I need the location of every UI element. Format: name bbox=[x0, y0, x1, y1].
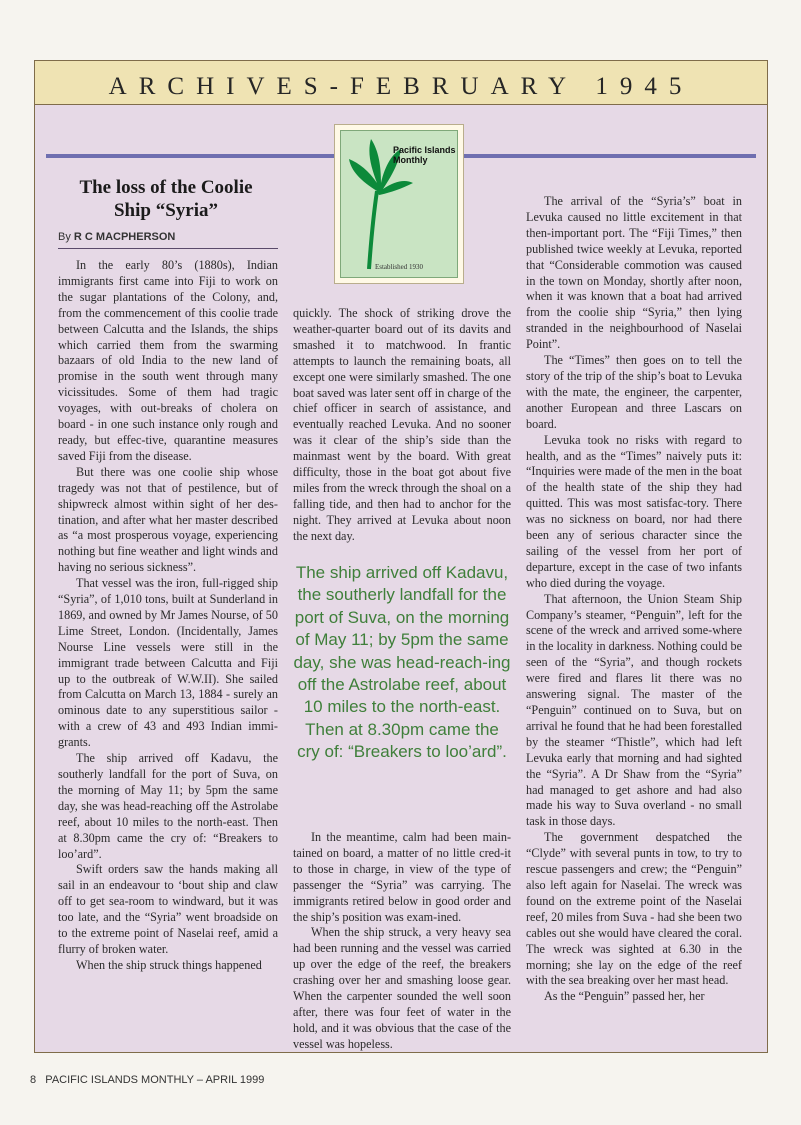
column-rule-left bbox=[46, 154, 334, 158]
column-1 bbox=[58, 258, 278, 974]
article-title: The loss of the Coolie Ship “Syria” bbox=[79, 177, 253, 221]
paragraph: As the “Penguin” passed her, her bbox=[544, 989, 705, 1004]
paragraph: That afternoon, the Union Steam Ship Company’s steamer, “Penguin”, left for the scene of the wreck and arrived some-where in the locality in darkness. Nothing could be seen of the “Syria”, and though rockets were fired and flares lit there was no answering signal. The master of the “Penguin” continued on to Suva, but on arrival he found that he had been forestalled by the steamer “Thistle”, which had left Levuka early that morning and had sighted the “Syria”. A Dr Shaw from the “Syria” had managed to get ashore and had also made his way to Suva overland - no small task in those days. bbox=[526, 591, 742, 829]
pull-quote: The ship arrived off Kadavu, the southerly landfall for the port of Suva, on the morning of May 11; by 5pm the same day, she was head-reach-ing off the Astrolabe reef, about 10 miles to the north-east. Then at 8.30pm came the cry of: “Breakers to loo’ard”. bbox=[293, 563, 511, 762]
paragraph: The “Times” then goes on to tell the story of the trip of the ship’s boat to Levuka with the mate, the engineer, the carpenter, another European and three Lascars on board. bbox=[526, 353, 742, 431]
magazine-logo bbox=[334, 124, 464, 284]
header-band bbox=[35, 61, 767, 105]
paragraph: Levuka took no risks with regard to health, and as the “Times” naively puts it: “Inquiries were made of the men in the boat of the health state of the ship they had quitted. This was most satisfac-tory. There was no sickness on board, nor had there been any of serious character since the sailing of the vessel from her port of departure, except in the case of two infants who died during the voyage. bbox=[526, 432, 742, 590]
column-2-top bbox=[293, 306, 511, 545]
paragraph: The government despatched the “Clyde” with several punts in tow, to try to rescue passengers and crew; the “Penguin” also left again for Naselai. The wreck was found on the extreme point of the Naselai reef, 20 miles from Suva - had she been two cables out she would have cleared the coral. The wreck was sighted at 6.30 in the morning; she lay on the edge of the reef with the sea breaking over her mast head. bbox=[526, 830, 742, 988]
byline: By R C MACPHERSON bbox=[58, 231, 176, 243]
paragraph: The ship arrived off Kadavu, the southerly landfall for the port of Suva, on the morning of May 11; by 5pm the same day, she was head-reaching off the Astrolabe reef, about 10 miles to the north-east. Then at 8.30pm came the cry of: “Breakers to loo’ard”. bbox=[58, 751, 278, 861]
logo-title: Pacific Islands Monthly bbox=[393, 145, 456, 165]
paragraph: When the ship struck things happened bbox=[76, 957, 262, 972]
page-footer bbox=[30, 1074, 264, 1086]
paragraph: The arrival of the “Syria’s” boat in Levuka caused no little excitement in that then-important port. The “Fiji Times,” then published twice weekly at Levuka, reported that “Considerable commotion was caused in the town on Monday, shortly after noon, when it was known that a boat had arrived from the coolie ship “Syria,” then lying stranded in the neighbourhood of Naselai Point”. bbox=[526, 194, 742, 352]
paragraph: But there was one coolie ship whose tragedy was not that of pestilence, but of shipwreck almost within sight of her des-tination, and after what her master described as “a most prosperous voyage, experiencing nothing but fine weather and light winds and having no serious sickness”. bbox=[58, 464, 278, 575]
page-number: 8 bbox=[30, 1074, 37, 1086]
column-3 bbox=[526, 194, 742, 1005]
logo-panel bbox=[340, 130, 458, 278]
author-name: R C MACPHERSON bbox=[73, 231, 176, 243]
publication-name: PACIFIC ISLANDS MONTHLY – APRIL 1999 bbox=[45, 1074, 265, 1086]
paragraph: When the ship struck, a very heavy sea had been running and the vessel was carried up over the edge of the reef, the breakers crashing over her and smashing loose gear. When the carpenter sounded the well soon after, there was four feet of water in the hold, and it was obvious that the case of the vessel was hopeless. bbox=[293, 925, 511, 1051]
paragraph: That vessel was the iron, full-rigged ship “Syria”, of 1,010 tons, built at Sunderland in 1869, and owned by Mr James Nourse, of 50 Lime Street, London. (Incidentally, James Nourse Line vessels were still in the immigrant trade between Calcutta and Fiji up to the outbreak of W.W.II). She sailed from Calcutta on March 13, 1884 - surely an ominous date to any superstitious sailor - with a crew of 43 and 493 Indian immi-grants. bbox=[58, 576, 278, 750]
paragraph: quickly. The shock of striking drove the weather-quarter board out of its davits and smashed it to matchwood. In frantic attempts to launch the remaining boats, all except one were similarly smashed. The one boat saved was later sent off in charge of the chief officer in search of assistance, and eventually reached Levuka. And no sooner was it clear of the ship’s side than the mainmast went by the board. With great difficulty, those in the boat got about five miles from the wreck through the shoal on a falling tide, and then had to anchor for the night. They arrived at Levuka about noon the next day. bbox=[293, 306, 511, 543]
paragraph: In the meantime, calm had been main-tained on board, a matter of no little cred-it to those in charge, in view of the type of passenger the “Syria” was carrying. The immigrants retired below in good order and the ship’s position was exam-ined. bbox=[293, 830, 511, 924]
byline-rule bbox=[58, 248, 278, 249]
logo-established: Established 1930 bbox=[374, 263, 424, 271]
paragraph: In the early 80’s (1880s), Indian immigrants first came into Fiji to work on the sugar plantations of the Colony, and, from the commencement of this coolie trade between Calcutta and the Islands, the ships which carried them from the swarming bazaars of old India to the new land of promise in the south went through many vicissitudes. Some of them had tragic voyages, with out-breaks of cholera on board - in one such instance only rough and ready, but effec-tive, quarantine measures saved Fiji from the disease. bbox=[58, 258, 278, 463]
column-rule-right bbox=[464, 154, 756, 158]
column-2-bottom bbox=[293, 830, 511, 1053]
paragraph: Swift orders saw the hands making all sail in an endeavour to ‘bout ship and claw off to get sea-room to windward, but it was too late, and the “Syria” went broadside on to the extreme point of Naselai reef, amid a flurry of broken water. bbox=[58, 862, 278, 956]
section-title: ARCHIVES-FEBRUARY 1945 bbox=[108, 73, 694, 100]
